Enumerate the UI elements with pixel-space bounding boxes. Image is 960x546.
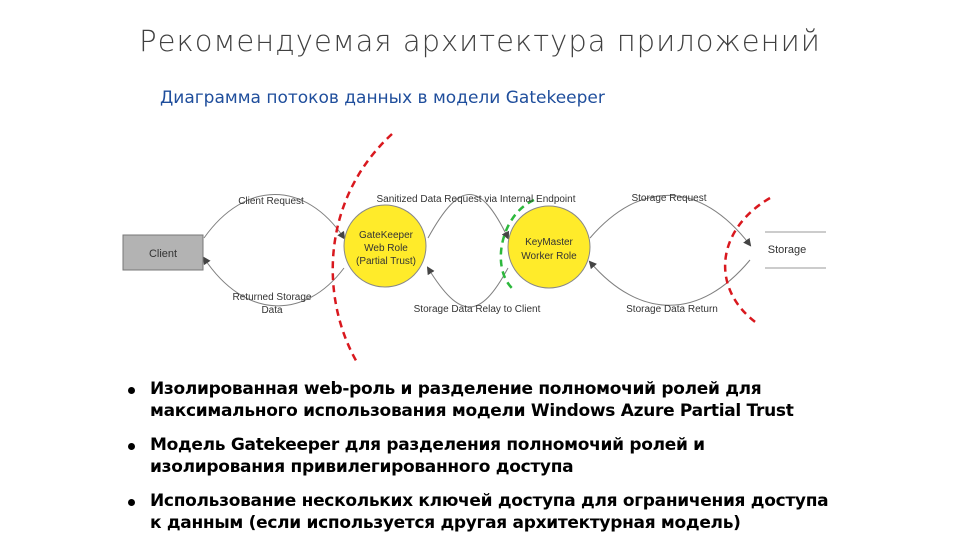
bullet-dot-icon [128,387,135,394]
bullet-text: Модель Gatekeeper для разделения полномочий ролей и изолирования привилегированного доступа [150,435,705,477]
storage-relay-arrow [428,268,508,307]
bullet-list [120,378,840,546]
storage-request-label: Storage Request [631,193,707,204]
bullet-item [120,490,840,534]
keymaster-label-line2: Worker Role [521,251,577,262]
client-request-label: Client Request [238,196,304,207]
sanitized-request-label: Sanitized Data Request via Internal Endpoint [376,194,576,205]
bullet-dot-icon [128,499,135,506]
keymaster-label-line1: KeyMaster [525,237,573,248]
returned-data-label-line2: Data [261,305,283,316]
gatekeeper-label-line3: (Partial Trust) [355,256,417,267]
red-trust-boundary-2 [725,198,770,324]
slide-title: Рекомендуемая архитектура приложений [139,24,821,58]
bullet-item [120,434,840,478]
storage-label: Storage [767,244,807,256]
gatekeeper-label-line2: Web Role [364,243,408,254]
bullet-item [120,378,840,422]
gatekeeper-label-line1: GateKeeper [359,230,413,241]
bullet-text: Изолированная web-роль и разделение полномочий ролей для максимального использования модели Windows Azure Partial Trust [150,379,794,421]
returned-data-label-line1: Returned Storage [232,292,312,303]
storage-relay-label: Storage Data Relay to Client [413,304,541,315]
bullet-text: Использование нескольких ключей доступа для ограничения доступа к данным (если используется другая архитектурная модель) [150,491,829,533]
slide-subtitle: Диаграмма потоков данных в модели Gatekeeper [160,88,605,108]
bullet-dot-icon [128,443,135,450]
storage-return-label: Storage Data Return [626,304,718,315]
client-label: Client [148,248,178,260]
